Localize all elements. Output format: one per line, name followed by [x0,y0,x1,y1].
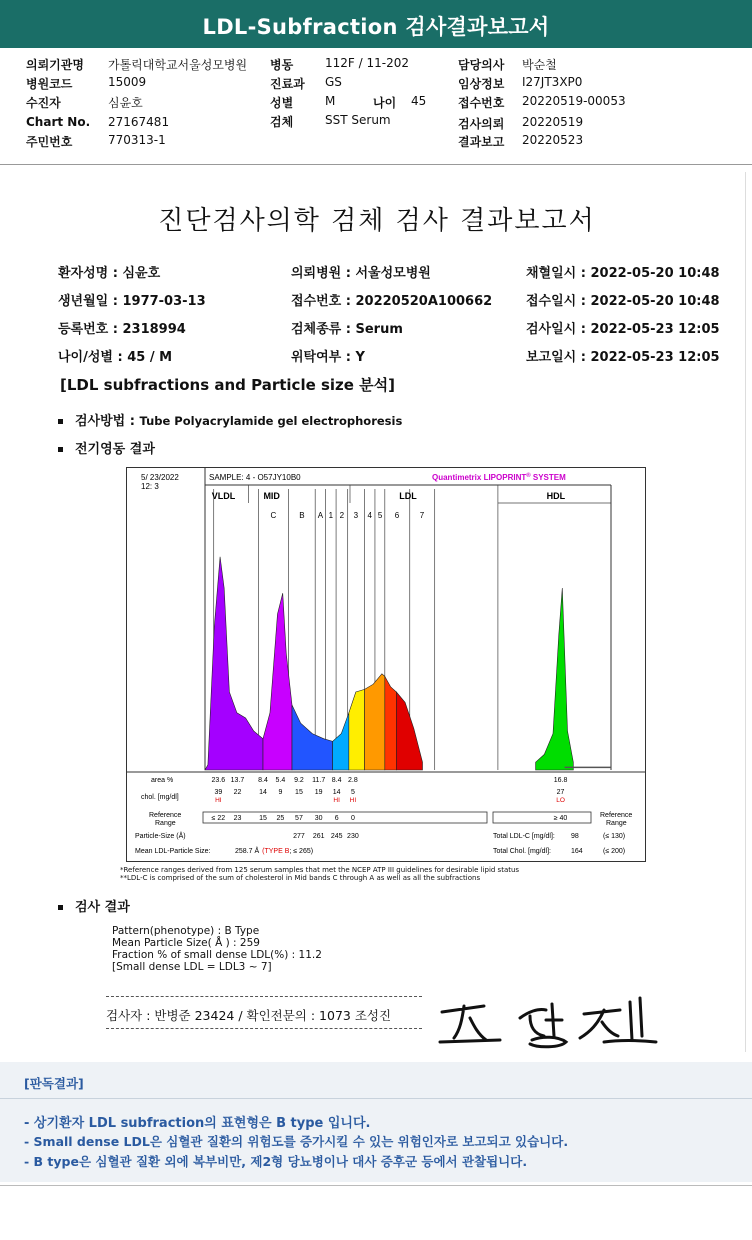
birth-date: 생년월일 : 1977-03-13 [58,294,206,309]
chol-flag-hi: HI [215,797,222,804]
value-department: GS [325,75,342,89]
label-resident-no: 주민번호 [26,135,73,149]
opinion-panel [0,1062,752,1182]
chol-value: 14 [259,789,267,796]
registration-number: 등록번호 : 2318994 [58,322,186,337]
total-chol-value: 164 [571,848,583,855]
opinion-line-2: - Small dense LDL은 심혈관 질환의 위험도를 증가시킬 수 있는 위험인자로 보고되고 있습니다. [24,1134,569,1149]
label-specimen: 검체 [270,115,294,129]
particle-size-value: 245 [330,833,343,840]
chart-svg [127,468,645,861]
lipoprint-chart [126,467,646,862]
value-report-date: 20220523 [522,133,584,147]
label-institution: 의뢰기관명 [26,58,84,72]
band-label-a: A [317,511,324,520]
electrophoresis-item [58,438,155,457]
chol-value: 22 [233,789,242,796]
ref-value: 25 [276,815,285,822]
area-value: 23.6 [211,777,226,784]
band-label-5: 5 [377,511,383,520]
chol-value: 39 [214,789,223,796]
chol-value: 9 [278,789,283,796]
band-label-4: 4 [367,511,372,520]
value-ward: 112F / 11-202 [325,56,409,70]
value-clinical-info: I27JT3XP0 [522,75,583,89]
chol-value: 15 [295,789,303,796]
result-label: 검사 결과 [75,900,130,915]
total-ldl-label: Total LDL-C [mg/dl]: [493,833,555,840]
mean-type-tail: ; ≤ 265) [289,848,314,855]
ref-value: 23 [233,815,242,822]
band-label-6: 6 [394,511,400,520]
opinion-line-1: - 상기환자 LDL subfraction의 표현형은 B type 입니다. [24,1116,371,1131]
ref-value: ≤ 22 [211,815,226,822]
label-patient: 수진자 [26,96,61,110]
group-labels [212,491,566,501]
chol-flag-hi: HI [333,797,340,804]
report-title: 진단검사의학 검체 검사 결과보고서 [158,206,596,236]
signature-text: 검사자 : 반병준 23424 / 확인전문의 : 1073 조성진 [106,1008,392,1023]
value-request-date: 20220519 [522,115,584,129]
label-sex: 성별 [270,96,294,110]
band-label-7: 7 [419,511,425,520]
value-resident-no: 770313-1 [108,133,166,147]
result-note: [Small dense LDL = LDL3 ~ 7] [112,961,272,973]
ref-right-1: Reference [600,812,633,819]
band-label-c: C [270,511,277,520]
electrophoresis-curve [205,557,611,770]
value-age: 45 [411,94,427,108]
total-chol-label: Total Chol. [mg/dl]: [493,848,551,855]
label-age: 나이 [373,96,397,110]
chart-brand [432,472,566,482]
area-value: 8.4 [331,777,342,784]
bullet-icon [58,905,63,910]
result-item [58,896,130,915]
doctor-signature [434,990,674,1050]
divider [0,164,752,165]
curve-segment-2 [365,674,385,770]
opinion-title: [판독결과] [24,1076,84,1091]
curve-segment-3 [385,676,397,770]
chol-flag-hi: HI [349,797,357,804]
area-value: 2.8 [348,777,358,784]
request-info [0,54,752,166]
method-item [58,410,402,429]
group-label-vldl: VLDL [211,491,236,501]
bullet-icon [58,419,63,424]
bullet-icon [58,447,63,452]
header-title: LDL-Subfraction 검사결과보고서 [202,15,550,39]
brand-name: Quantimetrix LIPOPRINT [432,473,527,482]
area-value: 13.7 [230,777,245,784]
patient-name: 환자성명 : 심윤호 [58,266,161,281]
area-label: area % [151,777,174,784]
particle-size-value: 277 [293,833,305,840]
chol-value: 14 [332,789,341,796]
chart-date: 5/ 23/2022 [141,473,179,482]
size-label: Particle-Size (Å) [135,833,186,840]
label-hospital-code: 병원코드 [26,77,73,91]
group-label-hdl: HDL [546,491,566,501]
method-value: Tube Polyacrylamide gel electrophoresis [139,414,403,428]
receipt-datetime: 접수일시 : 2022-05-20 10:48 [526,294,720,309]
mean-size [235,846,313,855]
chol-value: 27 [556,789,565,796]
area-value: 8.4 [258,777,268,784]
value-sex: M [325,94,336,108]
section-title: [LDL subfractions and Particle size 분석] [60,376,396,394]
total-chol-ref: (≤ 200) [603,848,626,855]
specimen-type: 검체종류 : Serum [291,322,403,337]
area-value: 5.4 [275,777,286,784]
label-request-date: 검사의뢰 [458,117,505,131]
ref-right-2: Range [606,820,627,827]
chart-time: 12: 3 [141,482,159,491]
label-clinical-info: 임상정보 [458,77,505,91]
value-doctor: 박순철 [522,58,557,72]
brand-registered: ® [526,473,531,479]
band-label-3: 3 [353,511,359,520]
group-label-ldl: LDL [399,491,417,501]
ref-box-left [203,812,487,823]
curve-segment-a [333,713,349,770]
value-chart-no: 27167481 [108,115,170,129]
band-label-1: 1 [328,511,334,520]
total-ldl-ref: (≤ 130) [603,833,626,840]
chart-sample: SAMPLE: 4 - O57JY10B0 [209,473,301,482]
curve-segment-1 [349,689,365,770]
chol-label: chol. [mg/dl] [141,794,179,801]
mean-label: Mean LDL-Particle Size: [135,848,211,855]
curve-segment-b [292,705,333,770]
group-label-mid: MID [263,491,280,501]
curve-segment-c [263,593,292,770]
age-sex: 나이/성별 : 45 / M [58,350,173,365]
signature-bottom-line [106,1028,422,1029]
mean-size-value: 258.7 Å [235,848,260,855]
band-label-2: 2 [339,511,345,520]
value-specimen: SST Serum [325,113,391,127]
report-header [0,0,752,48]
report-datetime: 보고일시 : 2022-05-23 12:05 [526,350,720,365]
footnote-2: **LDL-C is comprised of the sum of cholesterol in Mid bands C through A as well as all the subfractions [120,874,481,882]
curve-segment-hdl [536,588,574,770]
band-label-b: B [299,511,305,520]
value-receipt-no: 20220519-00053 [522,94,626,108]
area-value: 9.2 [294,777,304,784]
ref-box-hdl [493,812,591,823]
lab-report [8,172,746,1052]
ref-label-2: Range [155,820,176,827]
label-department: 진료과 [270,77,305,91]
collection-datetime: 채혈일시 : 2022-05-20 10:48 [526,266,720,281]
ref-label-1: Reference [149,812,182,819]
particle-size-value: 261 [312,833,325,840]
signature-top-line [106,996,422,997]
result-mean-size: Mean Particle Size( Å ) : 259 [112,937,260,949]
mean-type: (TYPE B [262,848,290,855]
chol-flag-lo: LO [556,797,565,804]
label-receipt-no: 접수번호 [458,96,505,110]
value-institution: 가톨릭대학교서울성모병원 [108,58,248,72]
value-hospital-code: 15009 [108,75,147,89]
bottom-divider [0,1185,752,1186]
particle-size-value: 230 [347,833,359,840]
method-label: 검사방법 : [75,414,135,429]
label-report-date: 결과보고 [458,135,505,149]
receipt-number: 접수번호 : 20220520A100662 [291,294,493,309]
chart-table-values [212,777,568,840]
total-ldl-value: 98 [571,833,579,840]
value-patient: 심윤호 [108,96,143,110]
ref-value: 6 [334,815,339,822]
opinion-divider [0,1098,752,1099]
footnote-1: *Reference ranges derived from 125 serum samples that met the NCEP ATP III guidelines for desirable lipid status [120,866,520,874]
ref-value: ≥ 40 [553,815,568,822]
electrophoresis-label: 전기영동 결과 [75,442,155,457]
label-ward: 병동 [270,58,294,72]
brand-tail: SYSTEM [530,473,566,482]
area-value: 16.8 [553,777,568,784]
chol-value: 19 [314,789,323,796]
outsourced: 위탁여부 : Y [291,350,365,365]
band-labels [271,511,455,520]
opinion-line-3: - B type은 심혈관 질환 외에 복부비만, 제2형 당뇨병이나 대사 증후군 등에서 관찰됩니다. [24,1154,528,1169]
ref-value: 0 [350,815,355,822]
area-value: 11.7 [312,777,326,784]
ref-value: 30 [314,815,323,822]
label-doctor: 담당의사 [458,58,505,72]
ref-value: 15 [259,815,267,822]
test-datetime: 검사일시 : 2022-05-23 12:05 [526,322,720,337]
ref-value: 57 [295,815,303,822]
result-fraction: Fraction % of small dense LDL(%) : 11.2 [112,949,322,961]
chol-value: 5 [350,789,355,796]
result-pattern: Pattern(phenotype) : B Type [112,925,260,937]
label-chart-no: Chart No. [26,115,91,129]
requesting-hospital: 의뢰병원 : 서울성모병원 [291,266,431,281]
